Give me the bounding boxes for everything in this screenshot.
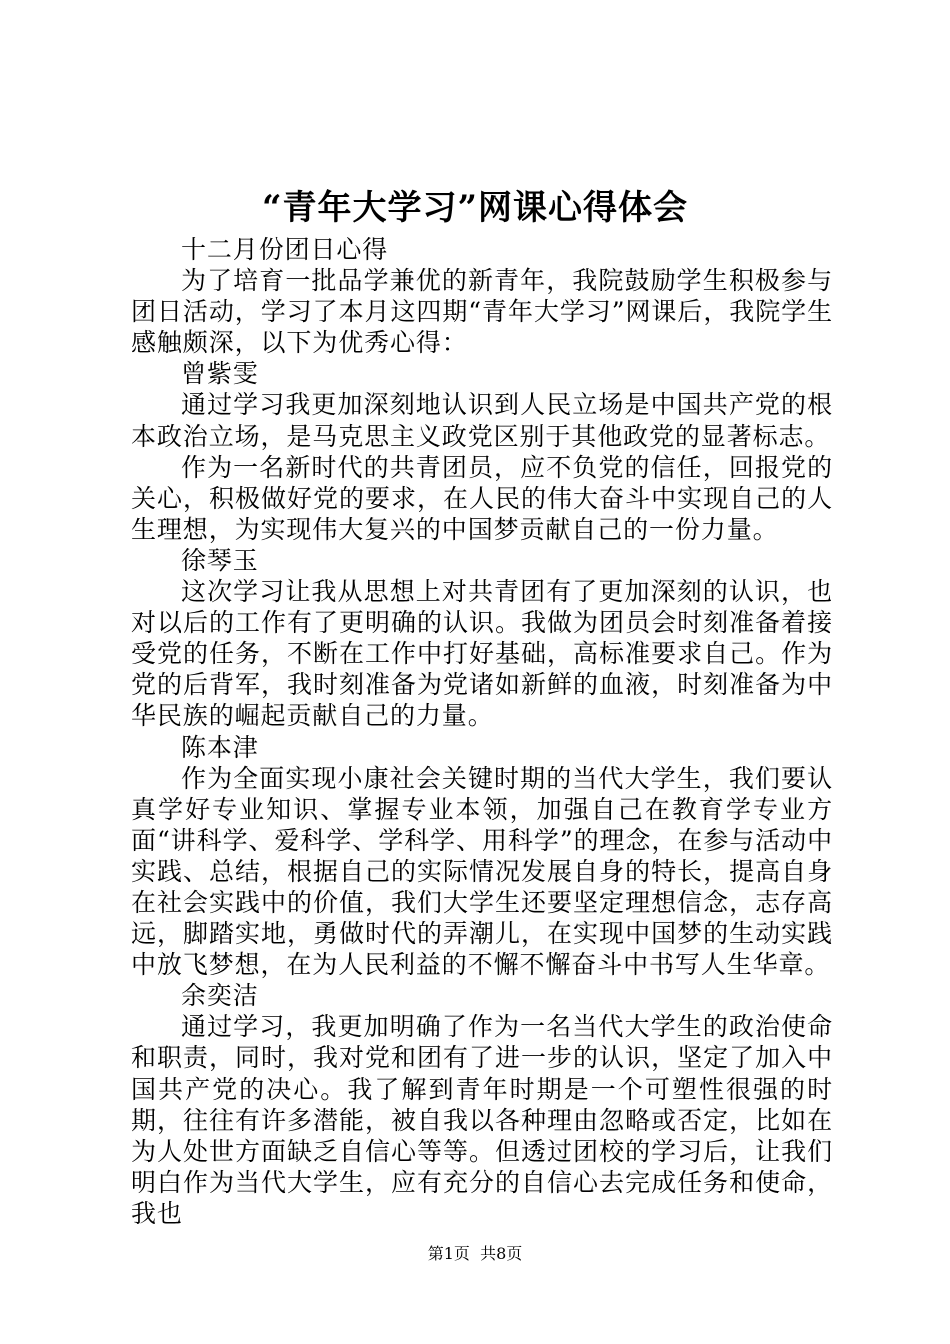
document-body <box>131 234 833 1229</box>
body-paragraph: 作为全面实现小康社会关键时期的当代大学生，我们要认真学好专业知识、掌握专业本领，加强自己在教育学专业方面“讲科学、爱科学、学科学、用科学”的理念，在参与活动中实践、总结，根据自己的实际情况发展自身的特长，提高自身在社会实践中的价值，我们大学生还要坚定理想信念，志存高远，脚踏实地，勇做时代的弄潮儿，在实现中国梦的生动实践中放飞梦想，在为人民利益的不懈不懈奋斗中书写人生华章。 <box>131 763 833 980</box>
section-heading: 十二月份团日心得 <box>181 235 389 264</box>
author-name: 余奕洁 <box>181 981 259 1011</box>
page-number: 第1页 共8页 <box>427 1244 523 1263</box>
body-paragraph: 这次学习让我从思想上对共青团有了更加深刻的认识，也对以后的工作有了更明确的认识。我做为团员会时刻准备着接受党的任务，不断在工作中打好基础，高标准要求自己。作为党的后背军，我时刻准备为党诸如新鲜的血液，时刻准备为中华民族的崛起贡献自己的力量。 <box>131 577 833 731</box>
body-paragraph: 通过学习我更加深刻地认识到人民立场是中国共产党的根本政治立场，是马克思主义政党区别于其他政党的显著标志。 <box>131 390 833 451</box>
body-paragraph: 通过学习，我更加明确了作为一名当代大学生的政治使命和职责，同时，我对党和团有了进一步的认识，坚定了加入中国共产党的决心。我了解到青年时期是一个可塑性很强的时期，往往有许多潜能，被自我以各种理由忽略或否定，比如在为人处世方面缺乏自信心等等。但透过团校的学习后，让我们明白作为当代大学生，应有充分的自信心去完成任务和使命，我也 <box>131 1012 833 1228</box>
document-title: “青年大学习”网课心得体会 <box>261 188 689 228</box>
intro-paragraph: 为了培育一批品学兼优的新青年，我院鼓励学生积极参与团日活动，学习了本月这四期“青年大学习”网课后，我院学生感触颇深，以下为优秀心得： <box>131 266 833 358</box>
author-name: 徐琴玉 <box>181 545 259 575</box>
body-paragraph: 作为一名新时代的共青团员，应不负党的信任，回报党的关心，积极做好党的要求，在人民的伟大奋斗中实现自己的人生理想，为实现伟大复兴的中国梦贡献自己的一份力量。 <box>131 452 833 544</box>
author-name: 陈本津 <box>181 732 259 762</box>
author-name: 曾紫雯 <box>181 359 259 389</box>
